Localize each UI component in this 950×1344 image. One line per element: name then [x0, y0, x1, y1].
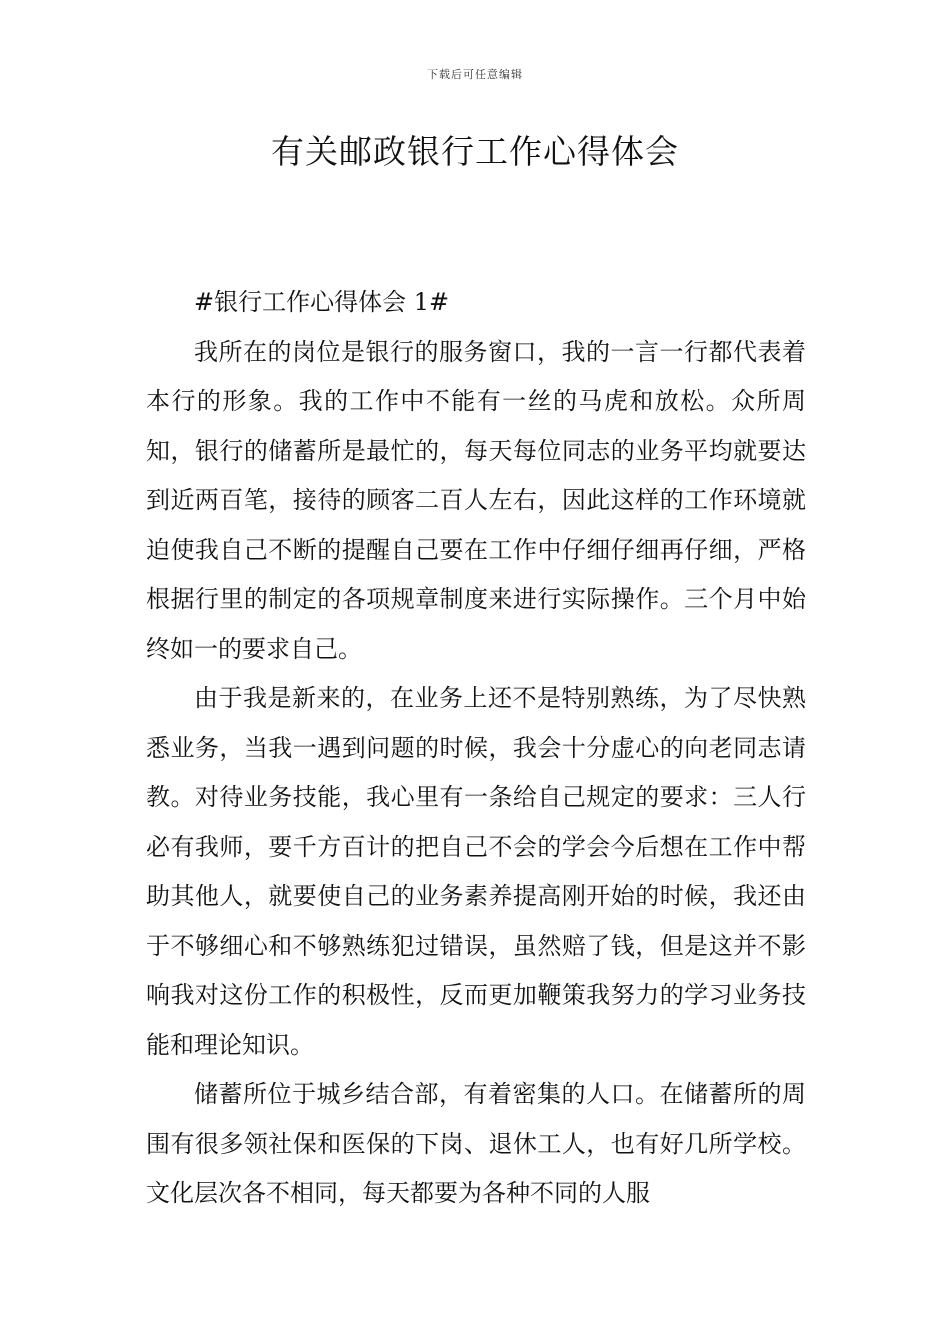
paragraph-1: 我所在的岗位是银行的服务窗口，我的一言一行都代表着本行的形象。我的工作中不能有一丝的马虎和放松。众所周知，银行的储蓄所是最忙的，每天每位同志的业务平均就要达到近两百笔，接待的顾客二百人左右，因此这样的工作环境就迫使我自己不断的提醒自己要在工作中仔细仔细再仔细，严格根据行里的制定的各项规章制度来进行实际操作。三个月中始终如一的要求自己。	[146, 337, 806, 663]
section-heading: #银行工作心得体会 1#	[194, 288, 450, 316]
document-title: 有关邮政银行工作心得体会	[271, 132, 679, 171]
paragraph-2: 由于我是新来的，在业务上还不是特别熟练，为了尽快熟悉业务，当我一遇到问题的时候，我会十分虚心的向老同志请教。对待业务技能，我心里有一条给自己规定的要求：三人行必有我师，要千方百计的把自己不会的学会今后想在工作中帮助其他人，就要使自己的业务素养提高刚开始的时候，我还由于不够细心和不够熟练犯过错误，虽然赔了钱，但是这并不影响我对这份工作的积极性，反而更加鞭策我努力的学习业务技能和理论知识。	[146, 684, 806, 1059]
header-note: 下载后可任意编辑	[427, 68, 523, 81]
paragraph-3: 储蓄所位于城乡结合部，有着密集的人口。在储蓄所的周围有很多领社保和医保的下岗、退休工人，也有好几所学校。文化层次各不相同，每天都要为各种不同的人服	[146, 1080, 806, 1207]
document-body	[146, 278, 806, 1219]
